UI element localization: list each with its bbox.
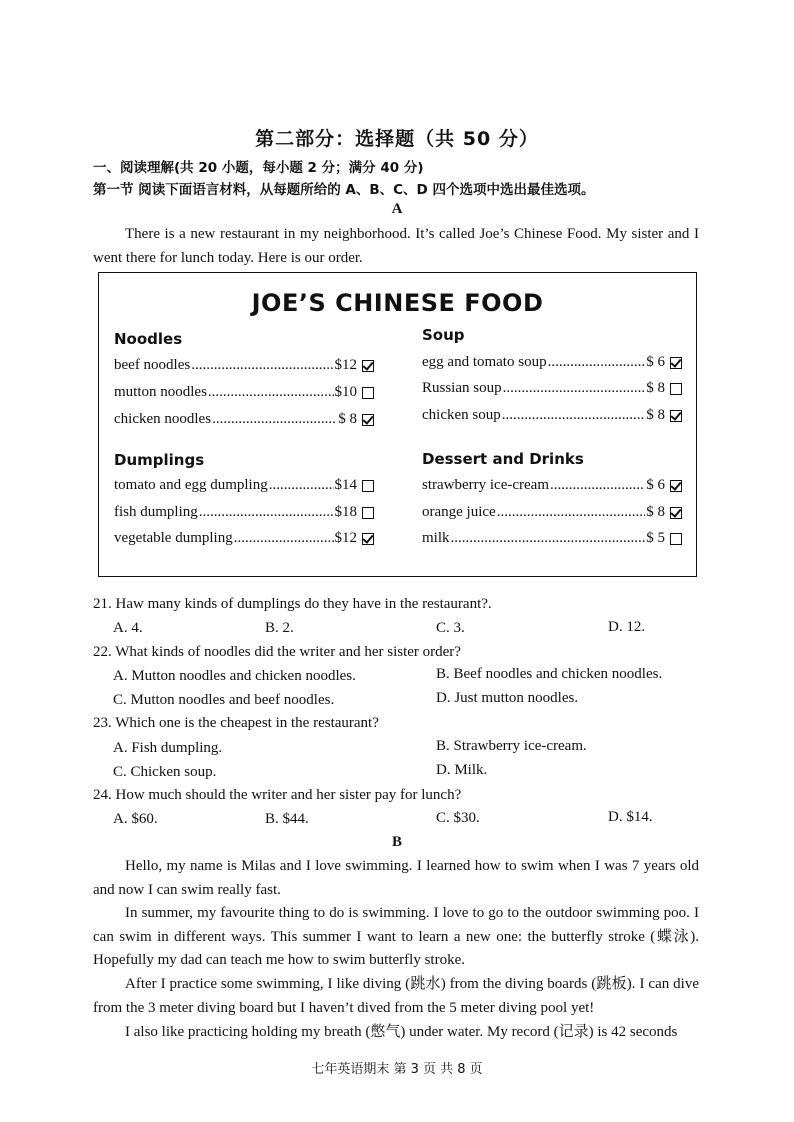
question-21: 21. Haw many kinds of dumplings do they have in the restaurant?. [93,596,492,612]
question-23: 23. Which one is the cheapest in the restaurant? [93,715,379,731]
menu-item-name: Russian soup [422,380,502,396]
menu-item-name: beef noodles [114,357,191,373]
checked-box-icon [670,507,682,519]
passage-a-intro: There is a new restaurant in my neighborhood. It’s called Joe’s Chinese Food. My sister and I went there for lunch today. Here is our order. [93,226,699,266]
menu-item [422,504,682,521]
menu-item-name: orange juice [422,504,496,520]
menu-item-price: $ 5 [646,530,665,546]
menu-item-price: $12 [334,530,357,546]
menu-item-price: $12 [334,357,357,373]
question-24: 24. How much should the writer and her sister pay for lunch? [93,787,462,803]
option-21-a[interactable]: A. 4. [113,620,143,636]
menu-item-name: vegetable dumpling [114,530,233,546]
menu-title: JOE’S CHINESE FOOD [251,289,544,317]
menu-item-price: $ 6 [646,354,665,370]
restaurant-menu [98,272,697,577]
option-24-b[interactable]: B. $44. [265,811,309,827]
checked-box-icon [670,357,682,369]
passage-b-letter: B [391,834,402,850]
menu-item-price: $10 [334,384,357,400]
menu-item [114,384,374,401]
section-header: 一、阅读理解(共 20 小题，每小题 2 分；满分 40 分) [93,160,424,176]
menu-item-name: egg and tomato soup [422,354,547,370]
empty-box-icon [362,507,374,519]
checked-box-icon [670,410,682,422]
option-24-d[interactable]: D. $14. [608,809,653,825]
option-22-a[interactable]: A. Mutton noodles and chicken noodles. [113,668,356,684]
passage-b-paragraph: After I practice some swimming, I like diving (跳水) from the diving boards (跳板). I can dive from the 3 meter diving board but I haven’t dived from the 5 meter diving pool yet! [93,976,699,1016]
option-23-a[interactable]: A. Fish dumpling. [113,740,223,756]
empty-box-icon [362,387,374,399]
menu-category-dumplings: Dumplings [114,451,205,469]
section-instruction: 第一节 阅读下面语言材料，从每题所给的 A、B、C、D 四个选项中选出最佳选项。 [93,182,595,198]
option-23-d[interactable]: D. Milk. [436,762,488,778]
option-22-d[interactable]: D. Just mutton noodles. [436,690,579,706]
menu-item-name: chicken noodles [114,411,212,427]
option-24-c[interactable]: C. $30. [436,810,480,826]
empty-box-icon [670,383,682,395]
page-footer: 七年英语期末 第 3 页 共 8 页 [311,1062,483,1077]
passage-a-letter: A [391,201,403,217]
menu-item [114,530,374,547]
menu-item [114,411,374,428]
menu-item [114,504,374,521]
passage-b-paragraph: Hello, my name is Milas and I love swimming. I learned how to swim when I was 7 years old and now I can swim really fast. [93,858,699,898]
menu-item-name: chicken soup [422,407,501,423]
menu-item-name: strawberry ice-cream [422,477,550,493]
menu-item-name: mutton noodles [114,384,207,400]
checked-box-icon [670,480,682,492]
menu-item [422,380,682,397]
menu-item-price: $18 [334,504,357,520]
menu-category-noodles: Noodles [114,330,183,348]
checked-box-icon [362,360,374,372]
menu-item [114,477,374,494]
empty-box-icon [670,533,682,545]
menu-item-name: fish dumpling [114,504,198,520]
menu-category-soup: Soup [422,326,465,344]
option-22-c[interactable]: C. Mutton noodles and beef noodles. [113,692,335,708]
question-22: 22. What kinds of noodles did the writer and her sister order? [93,644,461,660]
menu-item-price: $14 [334,477,357,493]
menu-item [422,530,682,547]
option-21-b[interactable]: B. 2. [265,620,294,636]
menu-item-price: $ 8 [646,504,665,520]
menu-item-name: milk [422,530,450,546]
menu-item-price: $ 8 [338,411,357,427]
option-21-c[interactable]: C. 3. [436,620,465,636]
option-24-a[interactable]: A. $60. [113,811,158,827]
passage-b-paragraph: I also like practicing holding my breath (憋气) under water. My record (记录) is 42 seconds [125,1024,678,1040]
part-title: 第二部分：选择题（共 50 分） [255,128,539,150]
option-23-c[interactable]: C. Chicken soup. [113,764,217,780]
menu-item-name: tomato and egg dumpling [114,477,268,493]
option-22-b[interactable]: B. Beef noodles and chicken noodles. [436,666,663,682]
menu-item [114,357,374,374]
checked-box-icon [362,533,374,545]
menu-item-price: $ 8 [646,380,665,396]
menu-item [422,407,682,424]
passage-b-paragraph: In summer, my favourite thing to do is swimming. I love to go to the outdoor swimming poo. I can swim in different ways. This summer I want to learn a new one: the butterfly stroke (蝶泳). Hopefully my dad can teach me how to swim butterfly stroke. [93,905,699,968]
menu-item-price: $ 8 [646,407,665,423]
empty-box-icon [362,480,374,492]
menu-category-dessert-drinks: Dessert and Drinks [422,450,584,468]
option-23-b[interactable]: B. Strawberry ice-cream. [436,738,587,754]
menu-item-price: $ 6 [646,477,665,493]
menu-item [422,477,682,494]
checked-box-icon [362,414,374,426]
menu-item [422,354,682,371]
option-21-d[interactable]: D. 12. [608,619,646,635]
